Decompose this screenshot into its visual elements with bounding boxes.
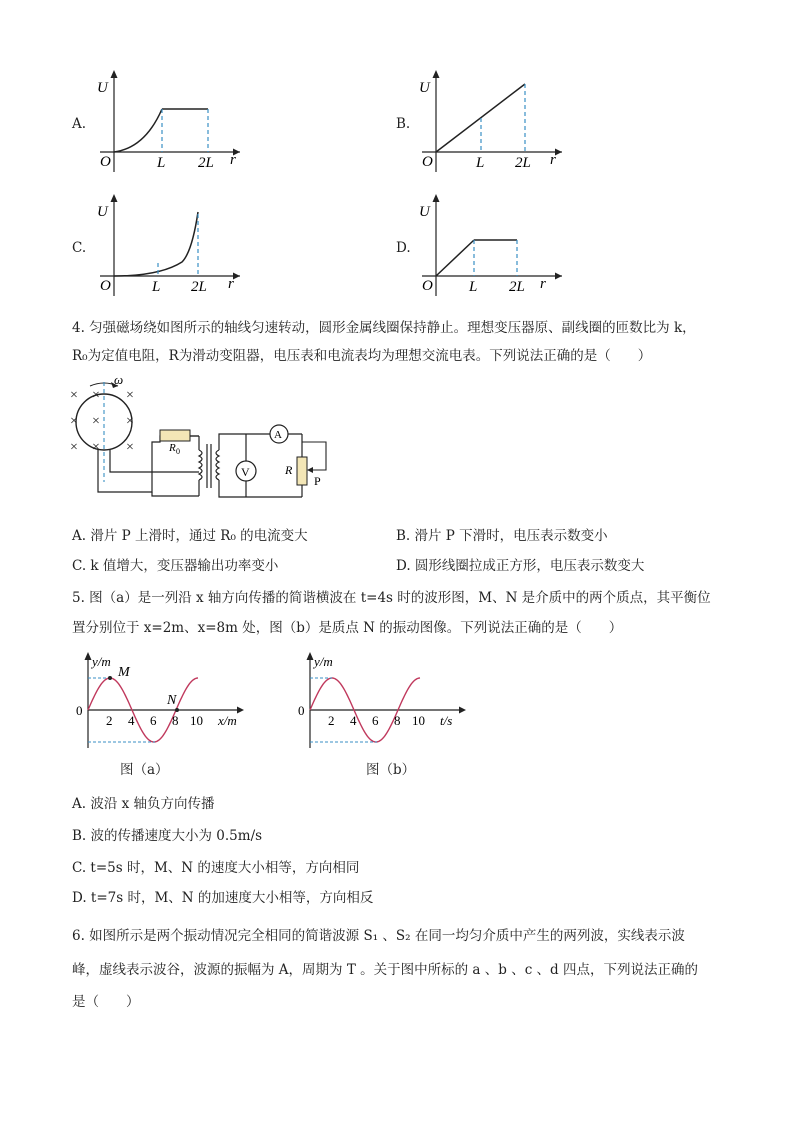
svg-text:8: 8: [394, 713, 401, 728]
svg-text:×: ×: [126, 388, 134, 403]
r0-label: R: [169, 442, 176, 454]
q4-stem-line1: 4. 匀强磁场绕如图所示的轴线匀速转动，圆形金属线圈保持静止。理想变压器原、副线圈的匝数比为 k，: [72, 320, 696, 336]
svg-text:10: 10: [412, 713, 425, 728]
svg-text:O: O: [100, 278, 111, 294]
svg-text:2L: 2L: [509, 279, 525, 295]
q4-option-a[interactable]: A. 滑片 P 上滑时，通过 R₀ 的电流变大: [72, 528, 308, 544]
svg-text:2L: 2L: [515, 155, 531, 171]
axis-y-label: U: [97, 80, 108, 96]
q6-stem-line2: 峰，虚线表示波谷，波源的振幅为 A，周期为 T 。关于图中所标的 a 、b 、c 、d 四点，下列说法正确的: [72, 962, 698, 978]
svg-text:×: ×: [92, 440, 100, 455]
svg-text:10: 10: [190, 713, 203, 728]
axis-x-label: r: [230, 152, 236, 168]
svg-text:4: 4: [350, 713, 357, 728]
ammeter-label: A: [274, 429, 282, 441]
point-m-label: M: [118, 665, 130, 680]
q4-circuit-diagram: [64, 372, 344, 512]
svg-text:2: 2: [328, 713, 335, 728]
svg-text:U: U: [97, 204, 108, 220]
q5-option-a[interactable]: A. 波沿 x 轴负方向传播: [72, 796, 215, 812]
svg-text:r: r: [540, 276, 546, 292]
slider-label: P: [314, 474, 321, 488]
q4-option-c[interactable]: C. k 值增大，变压器输出功率变小: [72, 558, 279, 574]
graph-a-caption: 图（a）: [120, 762, 169, 778]
svg-text:U: U: [419, 204, 430, 220]
tick-2l: 2L: [198, 155, 214, 171]
graph-b-caption: 图（b）: [366, 762, 416, 778]
svg-text:L: L: [469, 279, 478, 295]
q5-option-b[interactable]: B. 波的传播速度大小为 0.5m/s: [72, 828, 263, 844]
svg-text:r: r: [228, 276, 234, 292]
q6-stem-line3: 是（ ）: [72, 994, 140, 1010]
tick-l: L: [157, 155, 166, 171]
svg-text:6: 6: [372, 713, 379, 728]
svg-text:r: r: [550, 152, 556, 168]
field-cross-icon: ×: [70, 388, 78, 403]
q5-graph-b: [294, 650, 484, 750]
q4-stem-line2: R₀为定值电阻，R为滑动变阻器，电压表和电流表均为理想交流电表。下列说法正确的是（ ）: [72, 348, 652, 364]
svg-text:6: 6: [150, 713, 157, 728]
svg-text:O: O: [422, 154, 433, 170]
graph-option-a: [90, 68, 250, 178]
graph-option-b: [412, 68, 572, 178]
option-label-d: D.: [396, 240, 411, 256]
graph-option-d: [412, 192, 572, 302]
q4-option-b[interactable]: B. 滑片 P 下滑时，电压表示数变小: [396, 528, 608, 544]
graph-a-ylabel: y/m: [92, 654, 111, 669]
svg-text:2: 2: [106, 713, 113, 728]
svg-text:8: 8: [172, 713, 179, 728]
svg-text:×: ×: [92, 388, 100, 403]
q5-option-d[interactable]: D. t=7s 时，M、N 的加速度大小相等，方向相反: [72, 890, 374, 906]
q5-stem-line2: 置分别位于 x=2m、x=8m 处，图（b）是质点 N 的振动图像。下列说法正确的是（ ）: [72, 620, 623, 636]
q5-graph-a: [72, 650, 262, 750]
q5-option-c[interactable]: C. t=5s 时，M、N 的速度大小相等，方向相同: [72, 860, 360, 876]
svg-text:4: 4: [128, 713, 135, 728]
omega-label: ω: [114, 372, 124, 387]
svg-text:0: 0: [176, 447, 180, 456]
svg-text:0: 0: [298, 703, 305, 718]
svg-text:×: ×: [70, 414, 78, 429]
q4-option-d[interactable]: D. 圆形线圈拉成正方形，电压表示数变大: [396, 558, 645, 574]
graph-a-xlabel: x/m: [218, 713, 237, 728]
svg-text:O: O: [422, 278, 433, 294]
svg-text:×: ×: [126, 414, 134, 429]
point-n-label: N: [167, 693, 177, 708]
svg-text:×: ×: [70, 440, 78, 455]
svg-text:0: 0: [76, 703, 83, 718]
svg-text:L: L: [476, 155, 485, 171]
svg-text:×: ×: [92, 414, 100, 429]
option-label-c: C.: [72, 240, 87, 256]
q5-stem-line1: 5. 图（a）是一列沿 x 轴方向传播的简谐横波在 t=4s 时的波形图，M、N 是介质中的两个质点，其平衡位: [72, 590, 711, 606]
origin-label: O: [100, 154, 111, 170]
svg-text:U: U: [419, 80, 430, 96]
svg-text:L: L: [152, 279, 161, 295]
q6-stem-line1: 6. 如图所示是两个振动情况完全相同的简谐波源 S₁ 、S₂ 在同一均匀介质中产生的两列波，实线表示波: [72, 928, 685, 944]
option-label-a: A.: [72, 116, 87, 132]
graph-b-ylabel: y/m: [314, 654, 333, 669]
svg-text:2L: 2L: [191, 279, 207, 295]
graph-b-xlabel: t/s: [440, 713, 453, 728]
graph-option-c: [90, 192, 250, 302]
rheostat-label: R: [285, 463, 293, 477]
svg-text:×: ×: [126, 440, 134, 455]
option-label-b: B.: [396, 116, 411, 132]
voltmeter-label: V: [241, 465, 250, 479]
